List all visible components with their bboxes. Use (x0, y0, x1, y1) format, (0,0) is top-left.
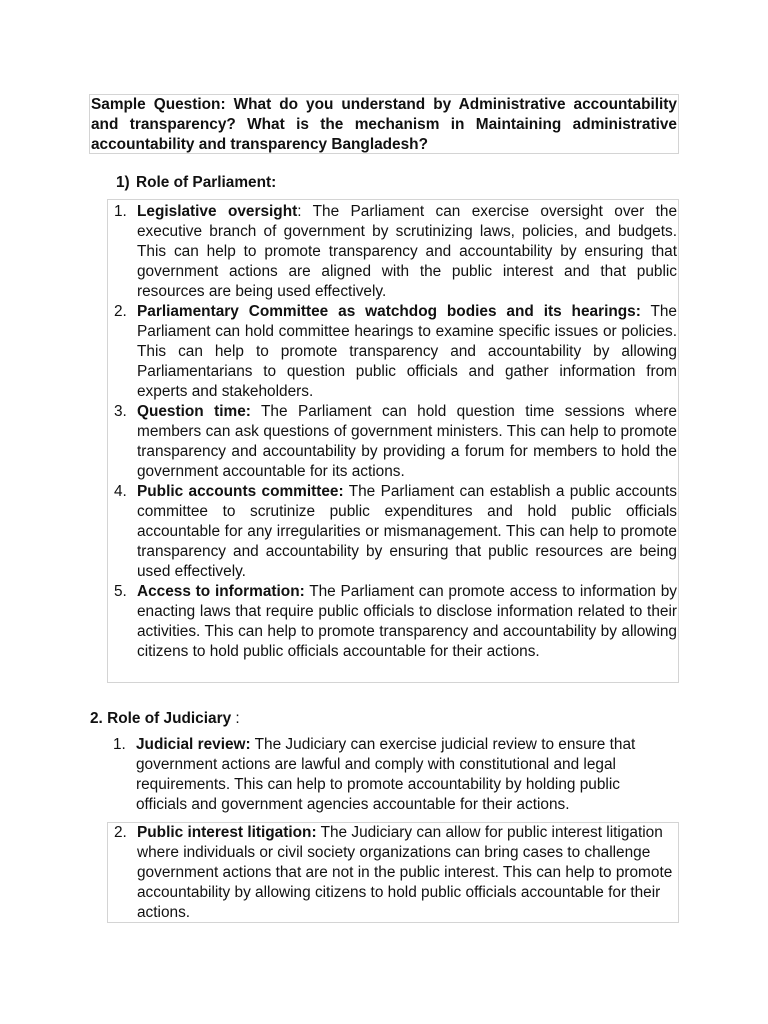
list-item-access-to-information (109, 582, 677, 662)
item-text: The Parliament can hold question time sessions where members can ask questions of government ministers. This can help to promote transparency and accountability by providing a forum for members to hold the government accountable for its actions. (137, 403, 677, 480)
item-title: Parliamentary Committee as watchdog bodies and its hearings: (137, 303, 641, 320)
parliament-list (107, 199, 679, 683)
judiciary-item-box (107, 822, 679, 923)
item-text: The Judiciary can exercise judicial review to ensure that government actions are lawful and comply with constitutional and legal requirements. This can help to promote accountability by holding public officials and government agencies accountable for their actions. (136, 736, 636, 813)
item-title: Judicial review: (136, 736, 251, 753)
section-title: 2. Role of Judiciary (90, 710, 232, 727)
section-heading-parliament (116, 173, 276, 193)
item-title: Legislative oversight (137, 203, 298, 220)
item-number: 1. (113, 736, 126, 753)
item-number: 2. (114, 824, 127, 841)
item-text: The Parliament can promote access to information by enacting laws that require public officials to disclose information related to their activities. This can help to promote transparency and accountability by allowing citizens to hold public officials accountable for their actions. (137, 583, 677, 660)
item-title: Access to information: (137, 583, 305, 600)
section-number: 1) (116, 174, 130, 191)
list-item-legislative-oversight (109, 202, 677, 302)
item-title: Public interest litigation: (137, 824, 317, 841)
list-item-question-time (109, 402, 677, 482)
item-text: The Parliament can hold committee hearings to examine specific issues or policies. This can help to promote transparency and accountability by allowing Parliamentarians to question public officials and gather information from experts and stakeholders. (137, 303, 677, 400)
sample-question-box (89, 94, 679, 154)
item-number: 2. (114, 303, 127, 320)
item-number: 1. (114, 203, 127, 220)
item-text: The Parliament can establish a public accounts committee to scrutinize public expenditures and hold public officials accountable for any irregularities or mismanagement. This can help to promote transparency and accountability by ensuring that public resources are being used effectively. (137, 483, 677, 580)
list-item-judicial-review (108, 735, 664, 815)
list-item-public-interest-litigation (109, 823, 677, 923)
item-title: Question time: (137, 403, 251, 420)
item-title: Public accounts committee: (137, 483, 344, 500)
section-heading-judiciary (90, 709, 240, 729)
item-text: : The Parliament can exercise oversight over the executive branch of government by scrutinizing laws, policies, and budgets. This can help to promote transparency and accountability by ensuring that government actions are aligned with the public interest and that public resources are being used effectively. (137, 203, 678, 300)
section-title-colon: : (231, 710, 240, 727)
list-item-public-accounts-committee (109, 482, 677, 582)
list-item-parliamentary-committee (109, 302, 677, 402)
section-title: Role of Parliament: (136, 174, 277, 191)
sample-question-text: Sample Question: What do you understand by Administrative accountability and transparency? What is the mechanism in Maintaining administrative accountability and transparency Bangladesh? (91, 96, 677, 153)
item-number: 3. (114, 403, 127, 420)
item-text: The Judiciary can allow for public interest litigation where individuals or civil society organizations can bring cases to challenge government actions that are not in the public interest. This can help to promote accountability by allowing citizens to hold public officials accountable for their actions. (137, 824, 673, 921)
item-number: 5. (114, 583, 127, 600)
item-number: 4. (114, 483, 127, 500)
